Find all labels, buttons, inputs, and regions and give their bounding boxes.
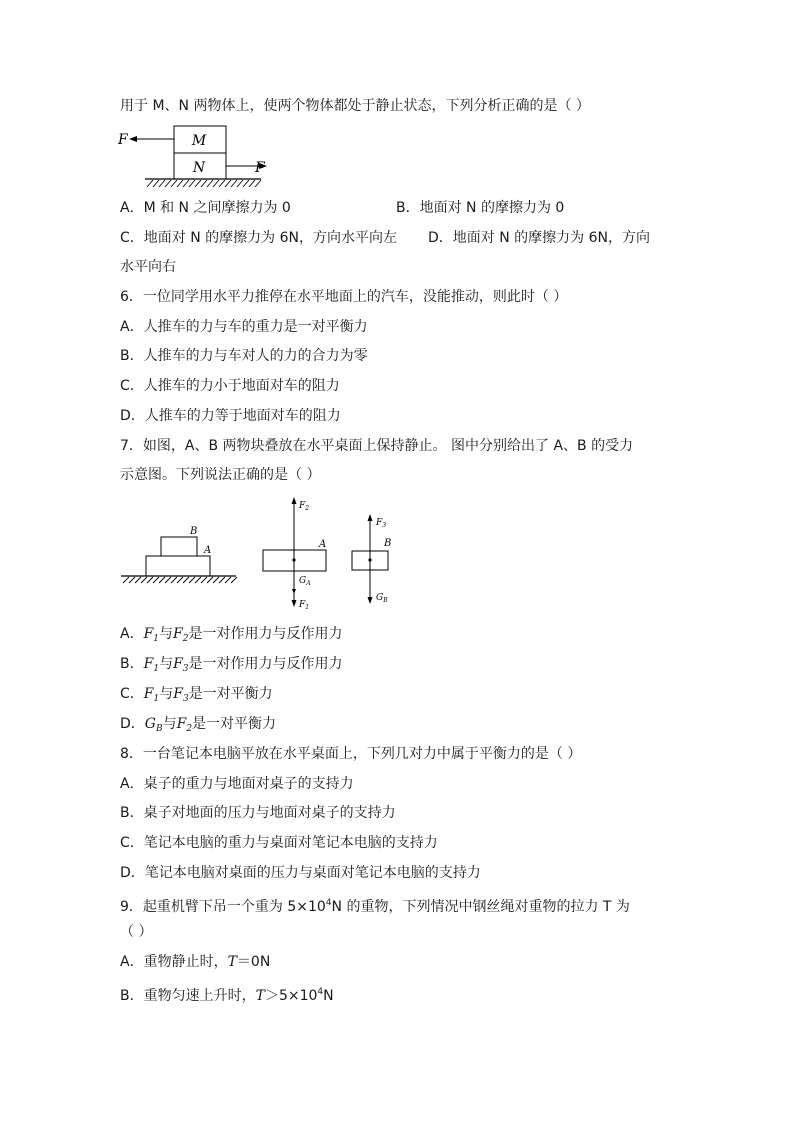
block-b — [161, 537, 197, 556]
q5-option-c: C．地面对 N 的摩擦力为 6N，方向水平向左 — [120, 230, 397, 246]
q8-option-b: B．桌子对地面的压力与地面对桌子的支持力 — [120, 805, 396, 821]
block-n-label: N — [192, 160, 206, 176]
q8-option-a: A．桌子的重力与地面对桌子的支持力 — [120, 776, 354, 792]
q7-figure — [118, 494, 408, 612]
q6-option-d: D．人推车的力等于地面对车的阻力 — [120, 408, 341, 424]
table-hatch — [123, 577, 237, 583]
q7-option-d: D．$G_B$与$F_2$是一对平衡力 — [120, 716, 277, 734]
q5-option-d-cont: 水平向右 — [120, 259, 176, 275]
q8-option-c: C．笔记本电脑的重力与桌面对笔记本电脑的支持力 — [120, 835, 438, 851]
ground-hatch — [147, 180, 261, 187]
q6-option-b: B．人推车的力与车对人的力的合力为零 — [120, 348, 368, 364]
fbd-b-label: B — [384, 538, 392, 549]
q9-option-b: B．重物匀速上升时，$T>5\times 10^4N$ — [120, 987, 334, 1004]
force-f1-label: $F_1$ — [299, 600, 310, 611]
block-a-label: A — [204, 545, 212, 556]
q5-option-b: B．地面对 N 的摩擦力为 0 — [396, 200, 565, 216]
q5-stem: 用于 M、N 两物体上，使两个物体都处于静止状态，下列分析正确的是（ ） — [120, 98, 590, 114]
force-left-label: F — [118, 132, 128, 148]
q9-stem-line2: （ ） — [120, 924, 153, 940]
q5-option-a: A．M 和 N 之间摩擦力为 0 — [120, 200, 291, 216]
force-gb-label: $G_B$ — [376, 593, 388, 604]
q6-option-c: C．人推车的力小于地面对车的阻力 — [120, 378, 340, 394]
force-right-label: F — [255, 160, 265, 176]
block-a — [146, 556, 210, 576]
force-f2-label: $F_2$ — [299, 501, 310, 512]
q5-figure — [115, 122, 270, 188]
force-ga-label: $G_A$ — [299, 576, 311, 587]
q7-option-b: B．$F_1$与$F_3$是一对作用力与反作用力 — [120, 656, 343, 674]
q7-option-a: A．$F_1$与$F_2$是一对作用力与反作用力 — [120, 626, 343, 644]
q5-option-d: D．地面对 N 的摩擦力为 6N，方向 — [428, 230, 650, 246]
q7-stem-line1: 7．如图，A、B 两物块叠放在水平桌面上保持静止。 图中分别给出了 A、B 的受力 — [120, 438, 634, 454]
q9-option-a: A．重物静止时，T＝0N — [120, 954, 271, 970]
q7-stem-line2: 示意图。下列说法正确的是（ ） — [120, 467, 321, 483]
q6-stem: 6．一位同学用水平力推停在水平地面上的汽车，没能推动，则此时（ ） — [120, 289, 568, 305]
q6-option-a: A．人推车的力与车的重力是一对平衡力 — [120, 319, 368, 335]
block-b-label: B — [190, 526, 198, 537]
force-f3-label: $F_3$ — [376, 518, 387, 529]
q8-option-d: D．笔记本电脑对桌面的压力与桌面对笔记本电脑的支持力 — [120, 865, 481, 881]
q7-option-c: C．$F_1$与$F_3$是一对平衡力 — [120, 686, 273, 704]
q9-stem: 9．起重机臂下吊一个重为 $5\times 10^4N$ 的重物，下列情况中钢丝绳对重物的拉力 T 为 — [120, 898, 630, 915]
block-m-label: M — [191, 133, 207, 149]
q8-stem: 8．一台笔记本电脑平放在水平桌面上，下列几对力中属于平衡力的是（ ） — [120, 746, 582, 762]
fbd-a-label: A — [319, 539, 327, 550]
